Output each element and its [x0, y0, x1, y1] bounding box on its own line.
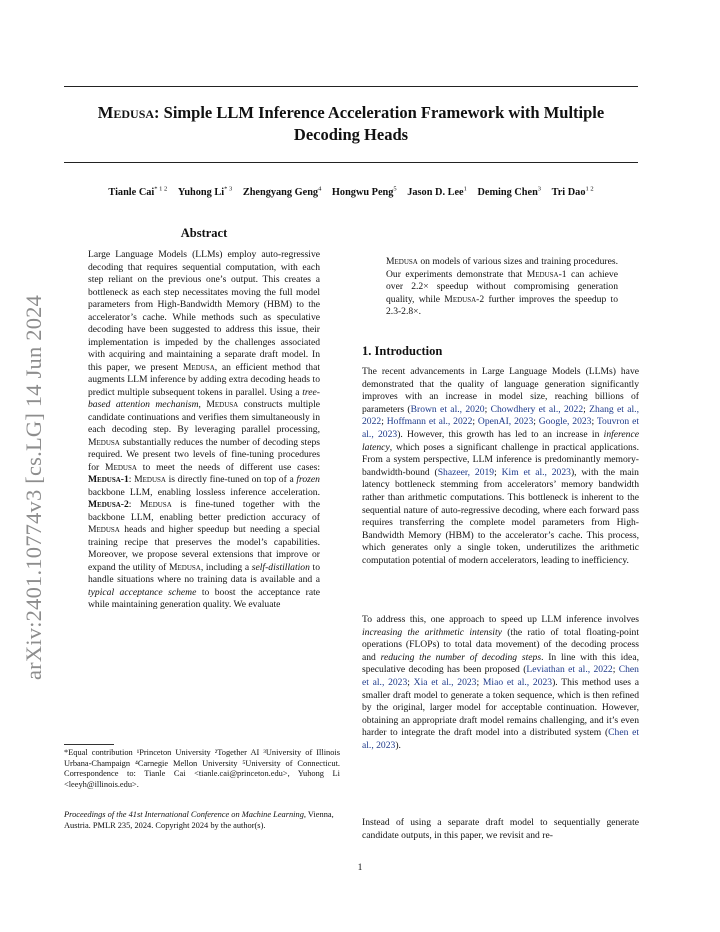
citation-link[interactable]: Miao et al., 2023	[482, 676, 553, 688]
citation-link[interactable]: Chen et al., 2023	[362, 664, 639, 688]
abstract-body: Large Language Models (LLMs) employ auto-regressive decoding that requires sequential computation, with each step reliant on the previous one’s output. This creates a bottleneck as each step necessitates moving the full model parameters from High-Bandwidth Memory (HBM) to the accelerator’s cache. While methods such as speculative decoding have been suggested to address this issue, their implementation is impeded by the challenges associated with acquiring and maintaining a separate draft model. In this paper, we present Medusa, an efficient method that augments LLM inference by adding extra decoding heads to predict multiple subsequent tokens in parallel. Using a tree-based attention mechanism, Medusa constructs multiple candidate continuations and verifies them simultaneously in each decoding step. By leveraging parallel processing, Medusa substantially reduces the number of decoding steps required. We present two levels of fine-tuning procedures for Medusa to meet the needs of different use cases: Medusa-1: Medusa is directly fine-tuned on top of a frozen backbone LLM, enabling lossless inference acceleration. Medusa-2: Medusa is fine-tuned together with the backbone LLM, enabling better prediction accuracy of Medusa heads and higher speedup but needing a special training recipe that preserves the model’s capabilities. Moreover, we propose several extensions that improve or expand the utility of Medusa, including a self-distillation to handle situations where no training data is available and a typical acceptance scheme to boost the acceptance rate while maintaining generation quality. We evaluate	[88, 249, 321, 610]
author-list	[40, 186, 662, 198]
footnote-rule	[64, 744, 114, 745]
arxiv-identifier: arXiv:2401.10774v3 [cs.LG] 14 Jun 2024	[21, 294, 46, 680]
title-rule-top	[64, 86, 638, 87]
introduction-heading: 1. Introduction	[362, 344, 443, 358]
introduction-paragraph-1: The recent advancements in Large Language Models (LLMs) have demonstrated that the quality of language generation significantly improves with an increase in model size, reaching billions of parameters (Brown et al., 2020; Chowdhery et al., 2022; Zhang et al., 2022; Hoffmann et al., 2022; OpenAI, 2023; Google, 2023; Touvron et al., 2023). However, this growth has led to an increase in inference latency, which poses a significant challenge in practical applications. From a system perspective, LLM inference is predominantly memory-bandwidth-bound (Shazeer, 2019; Kim et al., 2023), with the main latency bottleneck stemming from accelerators’ memory bandwidth rather than arithmetic computations. This bottleneck is inherent to the sequential nature of auto-regressive decoding, where each forward pass requires transferring the complete model parameters from High-Bandwidth Memory (HBM) to the accelerator’s cache. This process, which generates only a single token, underutilizes the arithmetic computation potential of modern accelerators, leading to inefficiency.	[362, 366, 639, 566]
citation-link[interactable]: Xia et al., 2023	[413, 676, 477, 688]
introduction-paragraph-3: Instead of using a separate draft model to sequentially generate candidate outputs, in this paper, we revisit and re-	[362, 817, 639, 841]
affiliation-footnote: *Equal contribution ¹Princeton University ²Together AI ³University of Illinois Urbana-Champaign ⁴Carnegie Mellon University ⁵University of Connecticut. Correspondence to: Tianle Cai <tianle.cai@princeton.edu>, Yuhong Li <leeyh@illinois.edu>.	[64, 748, 340, 790]
title-line2: Decoding Heads	[293, 125, 409, 144]
title-rule-bottom	[64, 162, 638, 163]
author: Hongwu Peng$^5$	[331, 186, 397, 199]
citation-link[interactable]: Hoffmann et al., 2022	[386, 416, 473, 428]
title-line1: : Simple LLM Inference Acceleration Framework with Multiple	[154, 103, 605, 122]
author: Deming Chen$^3$	[477, 186, 542, 199]
author: Tri Dao$^{1 2}$	[551, 186, 594, 199]
author: Yuhong Li$^{* 3}$	[177, 186, 233, 199]
citation-link[interactable]: OpenAI, 2023	[477, 416, 534, 428]
citation-link[interactable]: Google, 2023	[538, 416, 592, 428]
citation-link[interactable]: Zhang et al., 2022	[362, 403, 639, 428]
citation-link[interactable]: Shazeer, 2019	[437, 466, 495, 478]
paper-title	[64, 102, 638, 146]
author: Zhengyang Geng$^4$	[242, 186, 322, 199]
proceedings-note: Proceedings of the 41st International Conference on Machine Learning, Vienna, Austria. PMLR 235, 2024. Copyright 2024 by the author(s).	[64, 810, 334, 830]
author: Jason D. Lee$^1$	[407, 186, 467, 199]
abstract-continued: Medusa on models of various sizes and training procedures. Our experiments demonstrate that Medusa-1 can achieve over 2.2× speedup without compromising generation quality, while Medusa-2 further improves the speedup to 2.3-2.8×.	[386, 256, 618, 317]
page-number: 1	[357, 862, 363, 873]
citation-link[interactable]: Chowdhery et al., 2022	[490, 403, 584, 415]
citation-link[interactable]: Chen et al., 2023	[362, 727, 639, 751]
introduction-paragraph-2: To address this, one approach to speed up LLM inference involves increasing the arithmetic intensity (the ratio of total floating-point operations (FLOPs) to total data movement) of the decoding process and reducing the number of decoding steps. In line with this idea, speculative decoding has been proposed (Leviathan et al., 2022; Chen et al., 2023; Xia et al., 2023; Miao et al., 2023). This method uses a smaller draft model to generate a token sequence, which is then refined by the original, larger model for acceptable continuation. However, obtaining an appropriate draft model remains challenging, and it’s even harder to integrate the draft model into a distributed system (Chen et al., 2023).	[362, 614, 639, 751]
abstract-heading: Abstract	[180, 226, 228, 240]
citation-link[interactable]: Brown et al., 2020	[410, 403, 485, 415]
citation-link[interactable]: Touvron et al., 2023	[362, 416, 639, 440]
title-medusa: Medusa	[97, 103, 155, 122]
citation-link[interactable]: Leviathan et al., 2022	[526, 664, 613, 676]
citation-link[interactable]: Kim et al., 2023	[501, 466, 571, 478]
author: Tianle Cai$^{* 1 2}$	[108, 186, 168, 199]
